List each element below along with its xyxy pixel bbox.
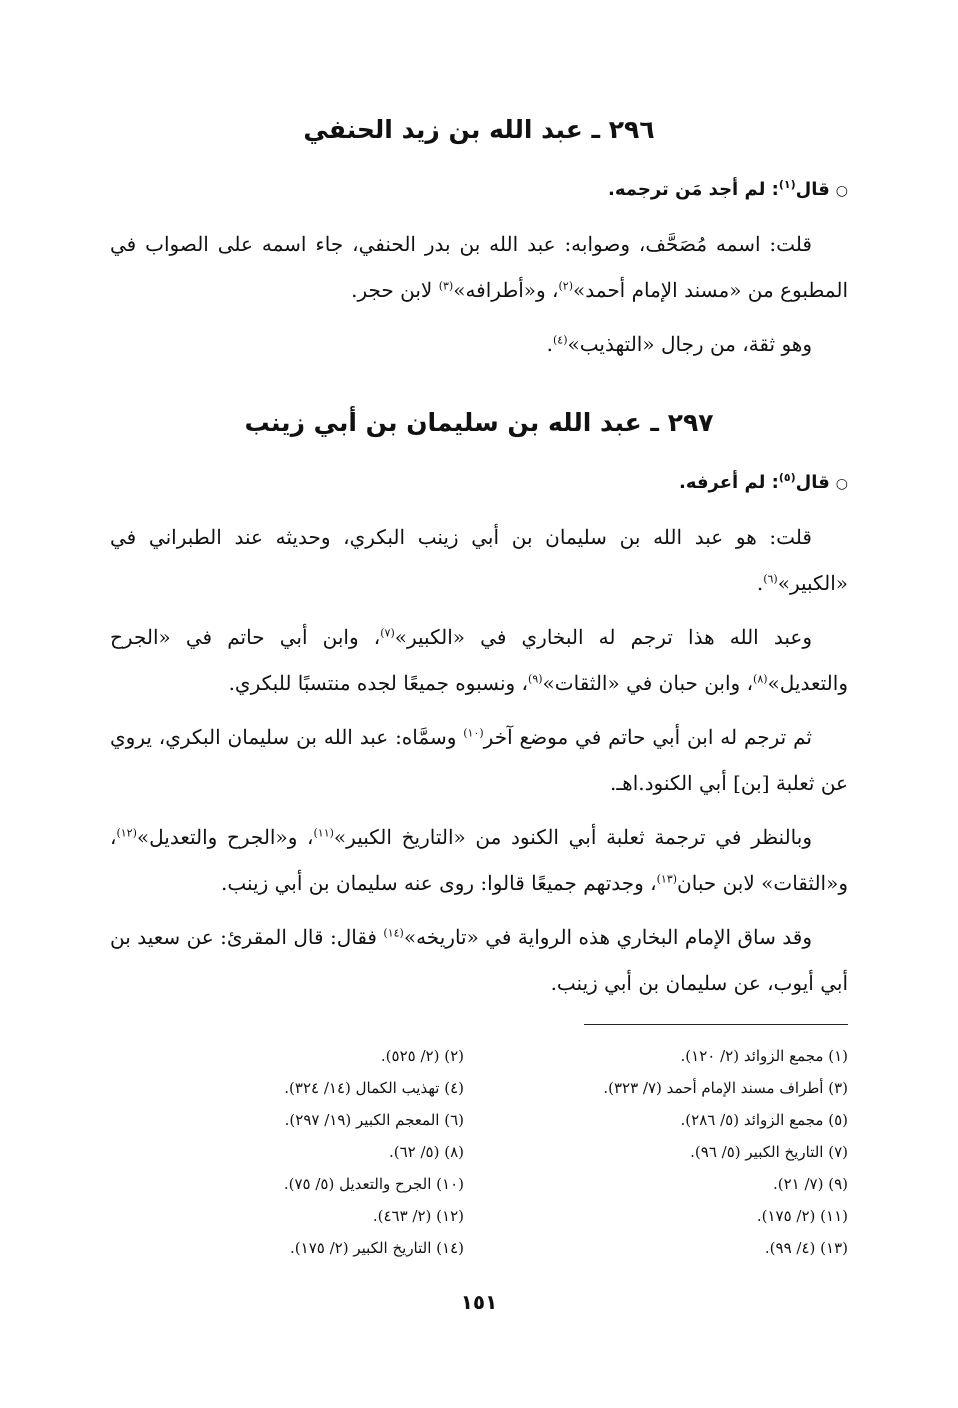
footnote-ref[interactable]: (٢) bbox=[558, 279, 574, 293]
text-run: . bbox=[756, 571, 764, 595]
text-run: قلت: اسمه مُصَحَّف، وصوابه: عبد الله بن بدر الحنفي، جاء اسمه على الصواب في المطبوع من «مسند الإمام أحمد» bbox=[110, 232, 848, 302]
paragraph bbox=[110, 514, 848, 606]
footnote-ref[interactable]: (٩) bbox=[528, 672, 543, 686]
text-run: ، وابن حبان في «الثقات» bbox=[542, 671, 754, 695]
page-body bbox=[110, 100, 848, 1014]
paragraph bbox=[110, 914, 848, 1006]
footnote-ref[interactable]: (٧) bbox=[380, 626, 395, 640]
text-run: ، و«الثقات» لابن حبان bbox=[110, 825, 848, 895]
footnote-ref[interactable]: (١١) bbox=[313, 826, 334, 840]
page-number: ١٥١ bbox=[460, 1290, 498, 1314]
footnote-item: (١٠) الجرح والتعديل (٥/ ٧٥). bbox=[283, 1175, 464, 1193]
footnote-ref[interactable]: (٦) bbox=[763, 572, 778, 586]
paragraph bbox=[110, 614, 848, 706]
bullet-icon: ○ bbox=[835, 183, 848, 199]
entry-heading: ٢٩٧ ـ عبد الله بن سليمان بن أبي زينب bbox=[244, 408, 714, 437]
text-run: ، ونسبوه جميعًا لجده منتسبًا للبكري. bbox=[228, 671, 529, 695]
footnote-ref[interactable]: (٨) bbox=[753, 672, 768, 686]
footnote-ref[interactable]: (١٠) bbox=[463, 726, 484, 740]
footnotes bbox=[110, 1040, 848, 1264]
footnote-item: (٦) المعجم الكبير (١٩/ ٢٩٧). bbox=[284, 1111, 464, 1129]
footnote-item: (٨) (٥/ ٦٢). bbox=[388, 1143, 464, 1161]
text-run: قلت: هو عبد الله بن سليمان بن أبي زينب البكري، وحديثه عند الطبراني في «الكبير» bbox=[110, 525, 848, 595]
text-run: . bbox=[546, 332, 553, 356]
entry-heading: ٢٩٦ ـ عبد الله بن زيد الحنفي bbox=[303, 115, 655, 144]
text-run: ، وجدتهم جميعًا قالوا: روى عنه سليمان بن أبي زينب. bbox=[221, 871, 657, 895]
bullet-icon: ○ bbox=[835, 476, 848, 492]
footnote-item: (٢) (٢/ ٥٢٥). bbox=[380, 1047, 464, 1065]
footnote-ref[interactable]: (١٤) bbox=[383, 926, 404, 940]
text-run: وقد ساق الإمام البخاري هذه الرواية في «تاريخه» bbox=[403, 925, 812, 949]
section-gap bbox=[110, 375, 848, 393]
text-run: وبالنظر في ترجمة ثعلبة أبي الكنود من «التاريخ الكبير» bbox=[333, 825, 812, 849]
paragraph bbox=[110, 321, 848, 367]
qal-label: قال bbox=[795, 179, 830, 200]
paragraph bbox=[110, 714, 848, 806]
footnote-ref[interactable]: (٤) bbox=[552, 333, 568, 347]
text-run: ، و«أطرافه» bbox=[453, 278, 559, 302]
footnote-ref[interactable]: (٣) bbox=[438, 279, 454, 293]
text-run: ، و«الجرح والتعديل» bbox=[136, 825, 314, 849]
text-run: ثم ترجم له ابن أبي حاتم في موضع آخر bbox=[483, 725, 812, 749]
qal-line bbox=[110, 465, 848, 502]
footnote-item: (٩) (٧/ ٢١). bbox=[772, 1175, 848, 1193]
footnote-ref[interactable]: (١٢) bbox=[116, 826, 137, 840]
qal-line bbox=[110, 172, 848, 209]
footnote-item: (٧) التاريخ الكبير (٥/ ٩٦). bbox=[690, 1143, 848, 1161]
footnote-item: (١٣) (٤/ ٩٩). bbox=[764, 1239, 848, 1257]
footnote-item: (١١) (٢/ ١٧٥). bbox=[756, 1207, 848, 1225]
paragraph bbox=[110, 221, 848, 313]
text-run: وسمَّاه: عبد الله بن سليمان البكري، يروي عن ثعلبة [بن] أبي الكنود.اهـ. bbox=[110, 725, 848, 795]
text-run: ، وابن أبي حاتم في «الجرح والتعديل» bbox=[110, 625, 848, 695]
entry-297 bbox=[110, 403, 848, 1006]
footnote-divider bbox=[584, 1024, 848, 1025]
footnote-item: (١٢) (٢/ ٤٦٣). bbox=[372, 1207, 464, 1225]
footnote-ref[interactable]: (١٣) bbox=[656, 872, 678, 886]
text-run: فقال: قال المقرئ: عن سعيد بن أبي أيوب، عن سليمان بن أبي زينب. bbox=[110, 925, 848, 995]
qal-label: قال bbox=[795, 472, 830, 493]
footnote-item: (٥) مجمع الزوائد (٥/ ٢٨٦). bbox=[680, 1111, 848, 1129]
paragraph bbox=[110, 814, 848, 906]
text-run: وعبد الله هذا ترجم له البخاري في «الكبير» bbox=[394, 625, 812, 649]
footnote-ref[interactable]: (١) bbox=[778, 178, 796, 191]
qal-text: : لم أجد مَن ترجمه. bbox=[608, 179, 779, 200]
footnote-item: (٣) أطراف مسند الإمام أحمد (٧/ ٣٢٣). bbox=[603, 1079, 848, 1097]
footnote-ref[interactable]: (٥) bbox=[778, 471, 796, 484]
footnote-item: (١) مجمع الزوائد (٢/ ١٢٠). bbox=[680, 1047, 848, 1065]
qal-text: : لم أعرفه. bbox=[679, 472, 779, 493]
footnote-item: (٤) تهذيب الكمال (١٤/ ٣٢٤). bbox=[284, 1079, 464, 1097]
text-run: لابن حجر. bbox=[351, 278, 439, 302]
text-run: وهو ثقة، من رجال «التهذيب» bbox=[567, 332, 812, 356]
footnote-item: (١٤) التاريخ الكبير (٢/ ١٧٥). bbox=[290, 1239, 464, 1257]
entry-296 bbox=[110, 110, 848, 367]
